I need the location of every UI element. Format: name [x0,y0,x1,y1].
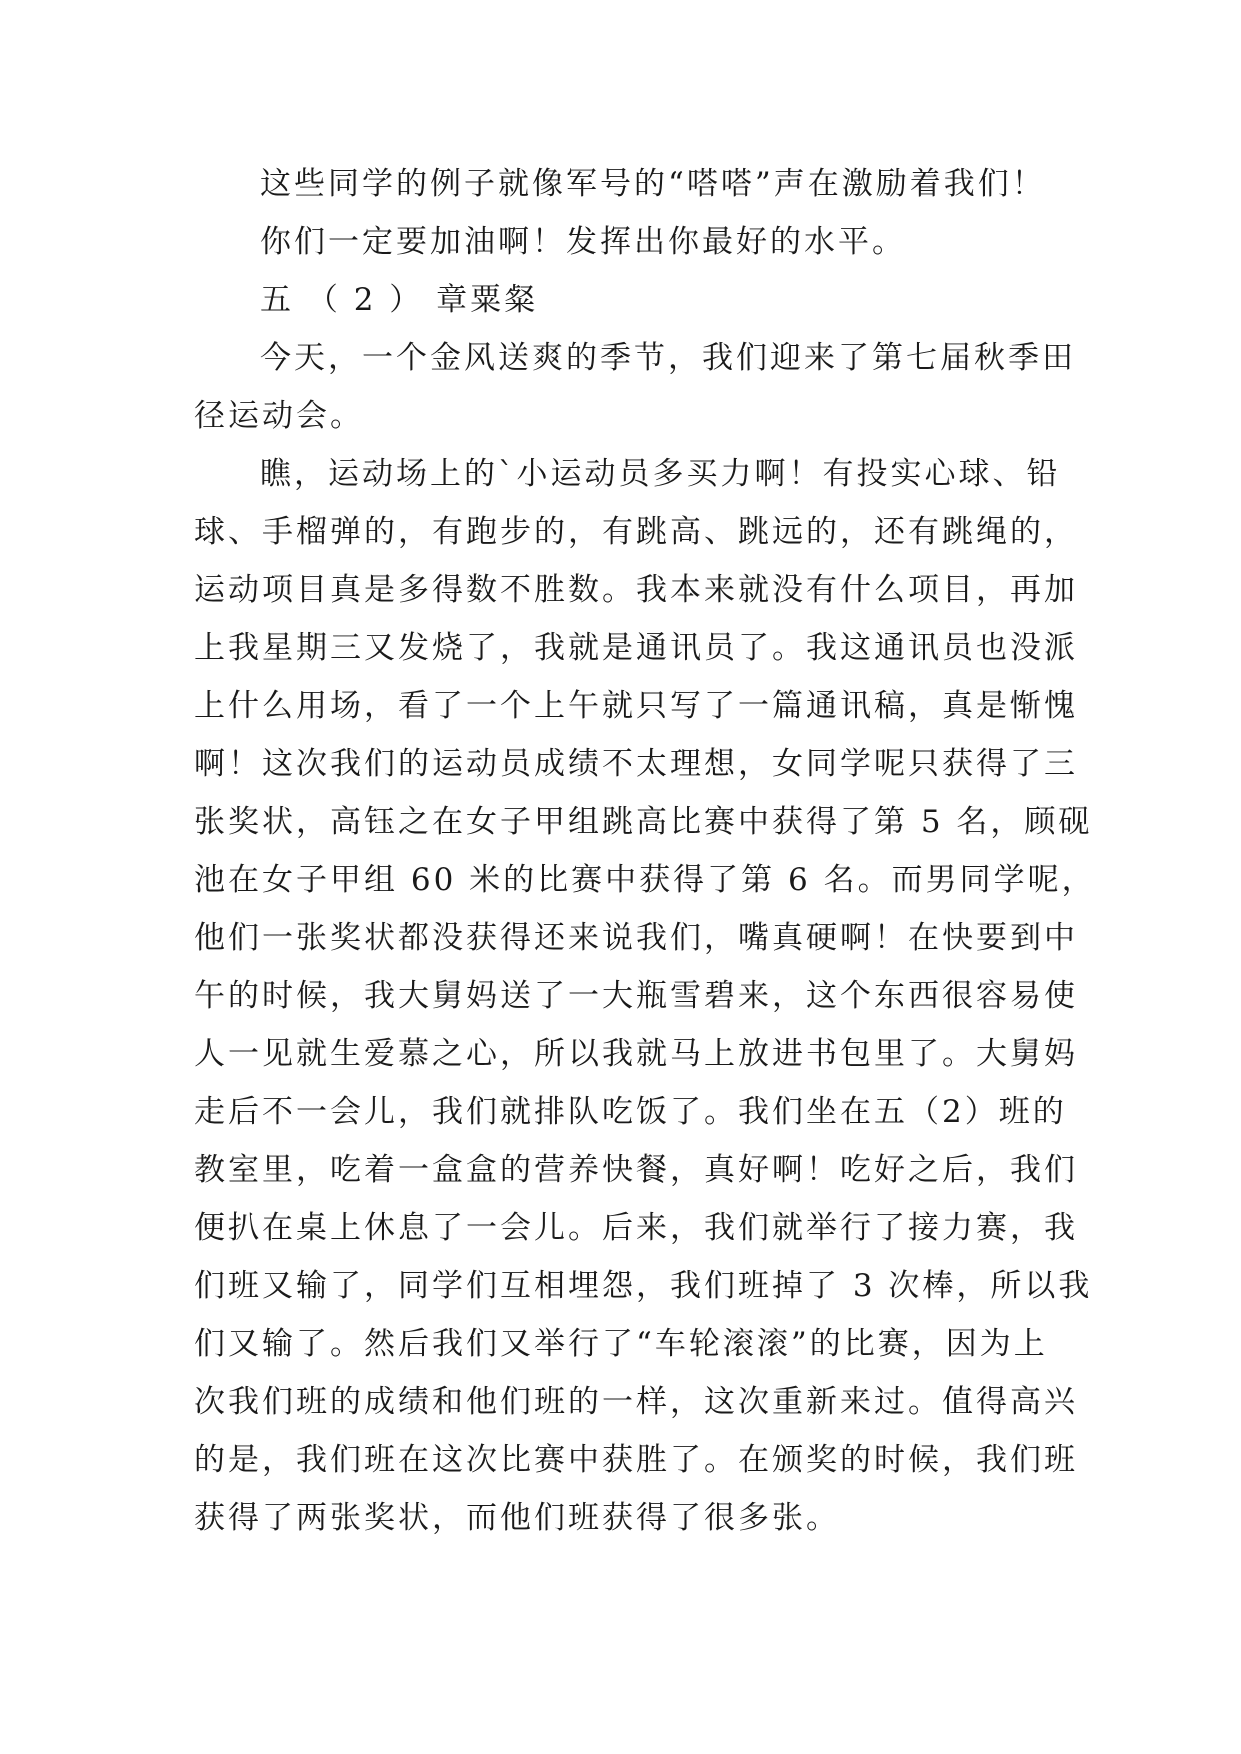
text-line: 运动项目真是多得数不胜数。我本来就没有什么项目，再加 [194,572,1078,608]
text-line: 瞧，运动场上的`小运动员多买力啊！有投实心球、铅 [260,456,1061,492]
text-line: 径运动会。 [194,398,364,434]
text-line: 他们一张奖状都没获得还来说我们，嘴真硬啊！在快要到中 [194,920,1078,956]
text-line: 啊！这次我们的运动员成绩不太理想，女同学呢只获得了三 [194,746,1078,782]
text-line: 教室里，吃着一盒盒的营养快餐，真好啊！吃好之后，我们 [194,1152,1078,1188]
text-line: 池在女子甲组 60 米的比赛中获得了第 6 名。而男同学呢， [194,862,1096,898]
text-line: 午的时候，我大舅妈送了一大瓶雪碧来，这个东西很容易使 [194,978,1078,1014]
text-line: 便扒在桌上休息了一会儿。后来，我们就举行了接力赛，我 [194,1210,1078,1246]
text-line: 上我星期三又发烧了，我就是通讯员了。我这通讯员也没派 [194,630,1078,666]
text-line: 们又输了。然后我们又举行了“车轮滚滚”的比赛，因为上 [194,1326,1048,1362]
text-line: 这些同学的例子就像军号的“嗒嗒”声在激励着我们！ [260,166,1046,202]
text-line: 获得了两张奖状，而他们班获得了很多张。 [194,1500,840,1536]
text-line: 次我们班的成绩和他们班的一样，这次重新来过。值得高兴 [194,1384,1078,1420]
text-line: 张奖状，高钰之在女子甲组跳高比赛中获得了第 5 名，顾砚 [194,804,1093,840]
text-line: 的是，我们班在这次比赛中获胜了。在颁奖的时候，我们班 [194,1442,1078,1478]
text-line: 人一见就生爱慕之心，所以我就马上放进书包里了。大舅妈 [194,1036,1078,1072]
text-line: 上什么用场，看了一个上午就只写了一篇通讯稿，真是惭愧 [194,688,1078,724]
text-line: 球、手榴弹的，有跑步的，有跳高、跳远的，还有跳绳的， [194,514,1078,550]
document-body [194,155,1096,1547]
text-line: 五 （ 2 ） 章粟粲 [260,282,539,318]
text-line: 今天，一个金风送爽的季节，我们迎来了第七届秋季田 [260,340,1076,376]
text-line: 走后不一会儿，我们就排队吃饭了。我们坐在五（2）班的 [194,1094,1067,1130]
text-line: 你们一定要加油啊！发挥出你最好的水平。 [260,224,906,260]
text-line: 们班又输了，同学们互相埋怨，我们班掉了 3 次棒，所以我 [194,1268,1093,1304]
